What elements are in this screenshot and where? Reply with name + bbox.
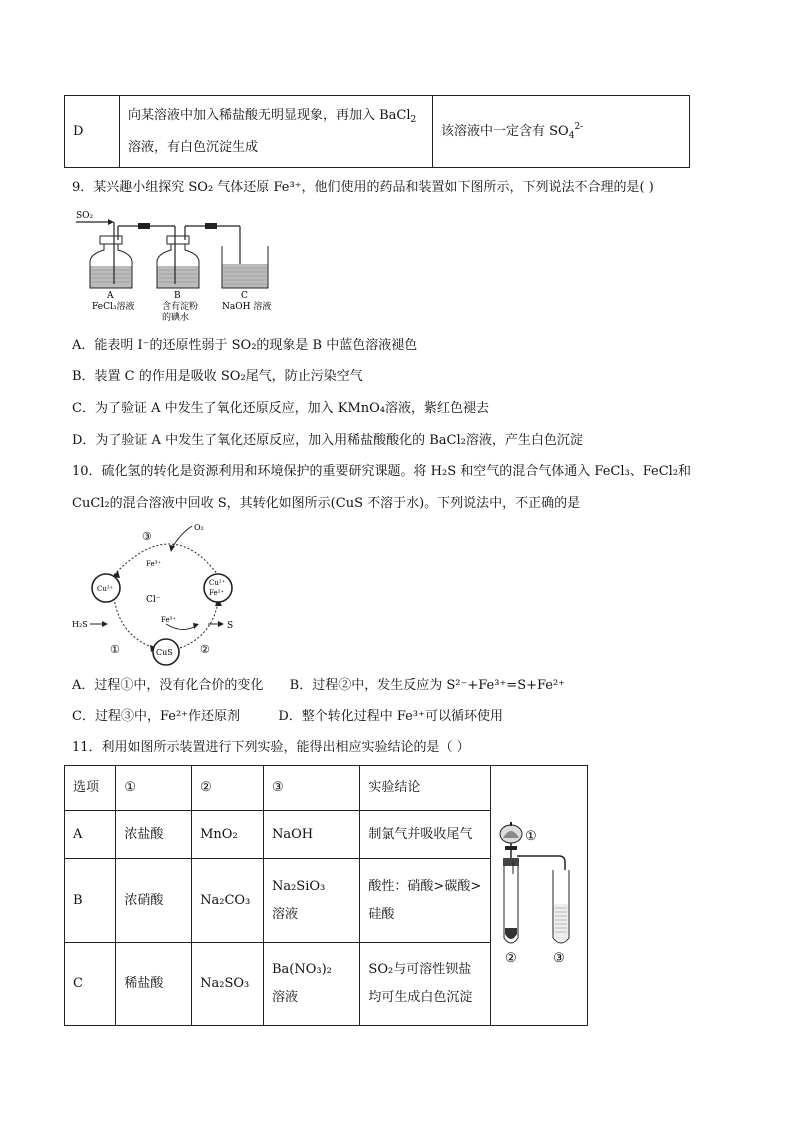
question-10-options-row-1: [72, 676, 772, 696]
svg-text:Cu²⁺: Cu²⁺: [97, 585, 114, 593]
header-col2: ②: [192, 766, 264, 811]
header-col3: ③: [263, 766, 359, 811]
svg-text:Fe³⁺: Fe³⁺: [146, 560, 162, 568]
svg-text:A: A: [107, 291, 114, 301]
so2-label: SO₂: [76, 211, 94, 221]
svg-text:Fe²⁺: Fe²⁺: [209, 589, 225, 597]
question-10-option-a: A．过程①中，没有化合价的变化: [72, 678, 264, 693]
svg-text:③: ③: [142, 530, 152, 543]
beaker-c: [222, 246, 268, 288]
header-conclusion: 实验结论: [360, 766, 491, 811]
svg-text:的碘水: 的碘水: [162, 313, 190, 323]
table-row: A 浓盐酸 MnO₂ NaOH 制氯气并吸收尾气: [65, 811, 588, 858]
question-9-option-c: C．为了验证 A 中发生了氧化还原反应，加入 KMnO₄溶液，紫红色褪去: [72, 401, 489, 416]
svg-text:含有淀粉: 含有淀粉: [162, 302, 199, 312]
bottle-a: [90, 222, 132, 288]
svg-text:Cl⁻: Cl⁻: [146, 595, 161, 605]
svg-text:②: ②: [200, 643, 210, 656]
question-9-stem: 9．某兴趣小组探究 SO₂ 气体还原 Fe³⁺，他们使用的药品和装置如下图所示，下列说法不合理的是( ): [72, 180, 654, 195]
svg-text:③: ③: [552, 951, 565, 966]
question-10-option-b: B．过程②中，发生反应为 S²⁻+Fe³⁺=S+Fe²⁺: [289, 678, 566, 693]
question-10-stem-line-2: CuCl₂的混合溶液中回收 S，其转化如图所示(CuS 不溶于水)。下列说法中，不正确的是: [72, 496, 581, 511]
operation-cell: 向某溶液中加入稀盐酸无明显现象，再加入 BaCl$_2$ 溶液，有白色沉淀生成: [120, 96, 433, 168]
table-row: B 浓硝酸 Na₂CO₃ Na₂SiO₃ 溶液 酸性：硝酸>碳酸> 硅酸: [65, 858, 588, 943]
question-11-table: [64, 765, 588, 1026]
conclusion-cell: 该溶液中一定含有 $SO_4^{2-}$: [433, 96, 690, 168]
question-11-stem: 11．利用如图所示装置进行下列实验，能得出相应实验结论的是（ ）: [72, 740, 470, 755]
table-header-row: [65, 766, 588, 811]
header-col1: ①: [116, 766, 192, 811]
question-10-options-row-2: [72, 707, 772, 727]
apparatus-cell: [490, 766, 587, 1026]
question-11-apparatus-figure: [491, 766, 587, 1016]
header-option: 选项: [65, 766, 116, 811]
svg-text:B: B: [174, 291, 181, 301]
question-8-table-row-d: [64, 95, 690, 168]
svg-text:CuS: CuS: [156, 648, 173, 657]
question-9-option-d: D．为了验证 A 中发生了氧化还原反应，加入用稀盐酸酸化的 BaCl₂溶液，产生白色沉淀: [72, 433, 583, 448]
question-10-cycle-figure: [72, 518, 252, 668]
svg-text:Fe³⁺: Fe³⁺: [161, 616, 177, 624]
svg-text:Cu²⁺: Cu²⁺: [209, 579, 226, 587]
svg-text:S: S: [227, 621, 234, 631]
svg-text:②: ②: [504, 951, 517, 966]
svg-text:NaOH 溶液: NaOH 溶液: [222, 302, 272, 312]
svg-text:C: C: [241, 291, 248, 301]
table-row: C 稀盐酸 Na₂SO₃ Ba(NO₃)₂ 溶液 SO₂与可溶性钡盐 均可生成白色沉淀: [65, 943, 588, 1026]
svg-text:①: ①: [110, 643, 120, 656]
svg-text:FeCl₃溶液: FeCl₃溶液: [92, 302, 135, 312]
question-9-apparatus-figure: [72, 206, 282, 324]
question-10-option-d: D．整个转化过程中 Fe³⁺可以循环使用: [278, 709, 503, 724]
option-cell: D: [65, 96, 120, 168]
bottle-b: [157, 226, 199, 288]
svg-text:H₂S: H₂S: [72, 620, 88, 629]
svg-text:①: ①: [524, 829, 537, 844]
question-9-option-a: A．能表明 I⁻的还原性弱于 SO₂的现象是 B 中蓝色溶液褪色: [72, 338, 418, 353]
svg-text:O₂: O₂: [194, 523, 204, 532]
question-10-option-c: C．过程③中，Fe²⁺作还原剂: [72, 709, 241, 724]
question-10-stem-line-1: 10．硫化氢的转化是资源利用和环境保护的重要研究课题。将 H₂S 和空气的混合气体通入 FeCl₃、FeCl₂和: [72, 464, 692, 479]
question-9-option-b: B．装置 C 的作用是吸收 SO₂尾气，防止污染空气: [72, 369, 363, 384]
